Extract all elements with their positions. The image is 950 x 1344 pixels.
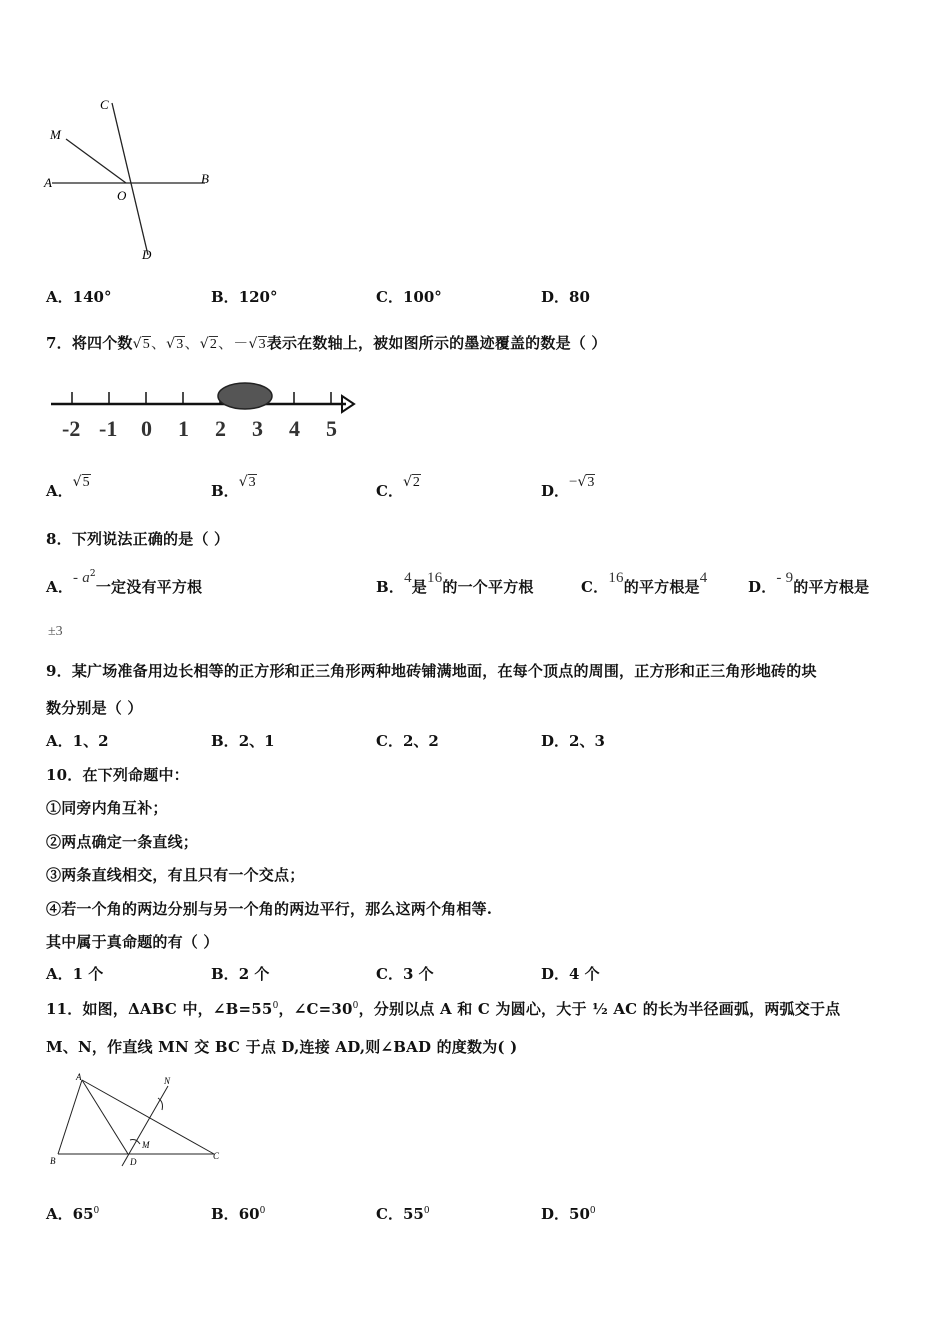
option-text: 120° (238, 288, 278, 306)
option-letter: D． (541, 482, 570, 500)
degree-sup: 0 (589, 1206, 596, 1216)
option-text: 4 个 (569, 965, 600, 983)
option-text: 的平方根是 (623, 578, 700, 596)
q10-question: 其中属于真命题的有（ ） (46, 933, 219, 951)
tick-label: 0 (141, 416, 152, 441)
option-letter: C． (376, 288, 403, 306)
arc-n (158, 1098, 163, 1110)
q11-text-b: ，∠C=30 (278, 1000, 353, 1018)
q8-option-a[interactable] (46, 566, 203, 596)
q8-stem: 8．下列说法正确的是（ ） (46, 530, 230, 548)
option-letter: A． (46, 1205, 73, 1223)
radicand: 3 (176, 337, 184, 352)
label-c: C (213, 1151, 220, 1161)
q11-option-c[interactable] (376, 1203, 430, 1224)
angle-figure (40, 95, 230, 265)
segment-ad (82, 1080, 128, 1154)
option-letter: D． (541, 732, 570, 750)
option-text: 的平方根是 (793, 578, 870, 596)
option-text: 2 个 (238, 965, 270, 983)
q11-text-c: ，分别以点 A 和 C 为圆心，大于 ½ AC 的长为半径画弧，两弧交于点 (358, 1000, 841, 1018)
q6-option-d[interactable] (541, 286, 590, 307)
q8-option-d[interactable] (748, 566, 870, 596)
option-letter: B． (211, 1205, 239, 1223)
q10-item-1: ①同旁内角互补； (46, 799, 168, 817)
radicand: 2 (209, 337, 218, 352)
line-om (66, 139, 126, 183)
q11-stem-line2: M、N，作直线 MN 交 BC 于点 D,连接 AD,则∠BAD 的度数为( ) (46, 1038, 518, 1056)
math-number: 4 (699, 570, 708, 586)
option-text: 50 (569, 1205, 590, 1223)
label-a: A (76, 1072, 82, 1082)
label-b: B (201, 171, 209, 186)
option-letter: C． (376, 732, 403, 750)
q9-option-b[interactable] (211, 730, 275, 751)
option-letter: A． (46, 578, 74, 596)
option-text: 65 (72, 1205, 94, 1223)
tick-label: 5 (326, 416, 337, 441)
q8-option-b[interactable] (376, 566, 534, 596)
sqrt-option: √3 (238, 474, 256, 490)
q7-stem (46, 332, 607, 353)
radicand: 3 (258, 337, 266, 352)
option-text: 是 (411, 578, 427, 596)
option-text: 1、2 (72, 732, 109, 750)
option-text: 1 个 (72, 965, 104, 983)
number-line (46, 378, 361, 443)
option-letter: D． (541, 1205, 570, 1223)
option-letter: D． (748, 578, 777, 596)
sqrt-5: √5 (132, 336, 150, 352)
q6-option-b[interactable] (211, 286, 278, 307)
q8-option-c[interactable] (581, 566, 708, 596)
q9-option-c[interactable] (376, 730, 439, 751)
option-letter: C． (376, 965, 403, 983)
q10-item-4: ④若一个角的两边分别与另一个角的两边平行，那么这两个角相等. (46, 900, 493, 918)
option-letter: D． (541, 288, 570, 306)
radicand: 3 (248, 475, 256, 490)
tick-label: -1 (99, 416, 118, 441)
q11-text-a: 11．如图，ΔABC 中，∠B=55 (46, 1000, 273, 1018)
option-letter: B． (211, 732, 239, 750)
label-m: M (142, 1140, 150, 1150)
q9-stem-line1: 9．某广场准备用边长相等的正方形和正三角形两种地砖铺满地面，在每个顶点的周围，正方形和正三角形地砖的块 (46, 662, 817, 680)
q11-option-b[interactable] (211, 1203, 265, 1224)
option-text: 60 (238, 1205, 260, 1223)
q6-option-a[interactable] (46, 286, 111, 307)
sep: 、 (218, 336, 234, 352)
q7-option-d[interactable] (541, 470, 595, 500)
math-number: - 9 (776, 570, 794, 586)
degree-sup: 0 (423, 1206, 430, 1216)
option-text: 3 个 (402, 965, 434, 983)
q11-option-d[interactable] (541, 1203, 596, 1224)
q10-option-a[interactable] (46, 963, 103, 984)
q10-stem: 10．在下列命题中： (46, 766, 189, 784)
math-number: 16 (608, 570, 624, 586)
option-letter: A． (46, 482, 73, 500)
option-letter: A． (46, 965, 73, 983)
q7-option-c[interactable] (376, 470, 421, 500)
ink-blot (218, 383, 272, 409)
q9-option-a[interactable] (46, 730, 109, 751)
option-letter: B． (376, 578, 405, 596)
option-text: 一定没有平方根 (95, 578, 203, 596)
q9-stem-line2: 数分别是（ ） (46, 699, 143, 717)
radicand: 2 (412, 475, 420, 490)
sep: 、 (150, 336, 167, 352)
q6-option-c[interactable] (376, 286, 442, 307)
option-text: 2、1 (238, 732, 275, 750)
degree-sup: 0 (93, 1206, 100, 1216)
ticks (72, 392, 331, 404)
line-cd (112, 103, 148, 255)
label-c: C (100, 97, 109, 112)
radicand: 5 (82, 475, 90, 490)
radicand: 5 (142, 337, 150, 352)
sqrt-option: √2 (402, 474, 420, 490)
option-text: 140° (72, 288, 112, 306)
degree-sup: 0 (259, 1206, 266, 1216)
option-text: 的一个平方根 (442, 578, 534, 596)
q10-option-c[interactable] (376, 963, 434, 984)
sep: 、 (184, 336, 200, 352)
neg-sign: − (569, 474, 578, 490)
sqrt-3-neg: √3 (248, 336, 266, 352)
q7-option-a[interactable] (46, 470, 91, 500)
q10-item-2: ②两点确定一条直线； (46, 833, 199, 851)
label-b: B (50, 1156, 56, 1166)
option-text: 2、2 (402, 732, 439, 750)
option-letter: C． (581, 578, 609, 596)
q10-option-b[interactable] (211, 963, 269, 984)
tick-labels (62, 416, 337, 441)
math-number: 16 (427, 570, 443, 586)
q10-option-d[interactable] (541, 963, 600, 984)
sqrt-option: √3 (577, 474, 595, 490)
degree-sup: 0 (352, 1001, 359, 1011)
exponent: 2 (89, 569, 96, 579)
side-ab (58, 1080, 82, 1154)
option-letter: A． (46, 732, 73, 750)
label-o: O (117, 188, 127, 203)
neg-sign: － (233, 336, 249, 352)
option-letter: B． (211, 965, 239, 983)
q10-item-3: ③两条直线相交，有且只有一个交点； (46, 866, 305, 884)
tick-label: 2 (215, 416, 226, 441)
tick-label: 3 (252, 416, 263, 441)
option-letter: C． (376, 482, 403, 500)
sqrt-2: √2 (199, 336, 218, 352)
tick-label: 4 (289, 416, 300, 441)
q7-suffix: 表示在数轴上，被如图所示的墨迹覆盖的数是（ ） (266, 334, 607, 352)
option-letter: B． (211, 288, 239, 306)
q11-stem-line1 (46, 998, 840, 1019)
degree-sup: 0 (272, 1001, 279, 1011)
tick-label: -2 (62, 416, 81, 441)
q9-option-d[interactable] (541, 730, 605, 751)
option-letter: C． (376, 1205, 403, 1223)
option-text: 100° (402, 288, 442, 306)
q11-option-a[interactable] (46, 1203, 99, 1224)
option-text: 55 (402, 1205, 424, 1223)
q8-option-d-answer: ±3 (48, 624, 63, 639)
triangle-figure (46, 1070, 231, 1170)
option-text: 2、3 (569, 732, 605, 750)
label-a: A (44, 175, 52, 190)
label-d: D (130, 1157, 137, 1167)
option-text: 80 (569, 288, 590, 306)
radicand: 3 (587, 475, 595, 490)
label-m: M (50, 127, 61, 142)
q7-prefix: 7．将四个数 (46, 334, 133, 352)
math-expr: - a (73, 570, 90, 586)
sqrt-3: √3 (166, 336, 184, 352)
math-number: 4 (404, 570, 412, 586)
option-letter: A． (46, 288, 73, 306)
q7-option-b[interactable] (211, 470, 257, 500)
label-d: D (142, 247, 152, 262)
label-n: N (164, 1076, 171, 1086)
tick-label: 1 (178, 416, 189, 441)
sqrt-option: √5 (72, 474, 90, 490)
option-letter: B． (211, 482, 239, 500)
option-letter: D． (541, 965, 570, 983)
